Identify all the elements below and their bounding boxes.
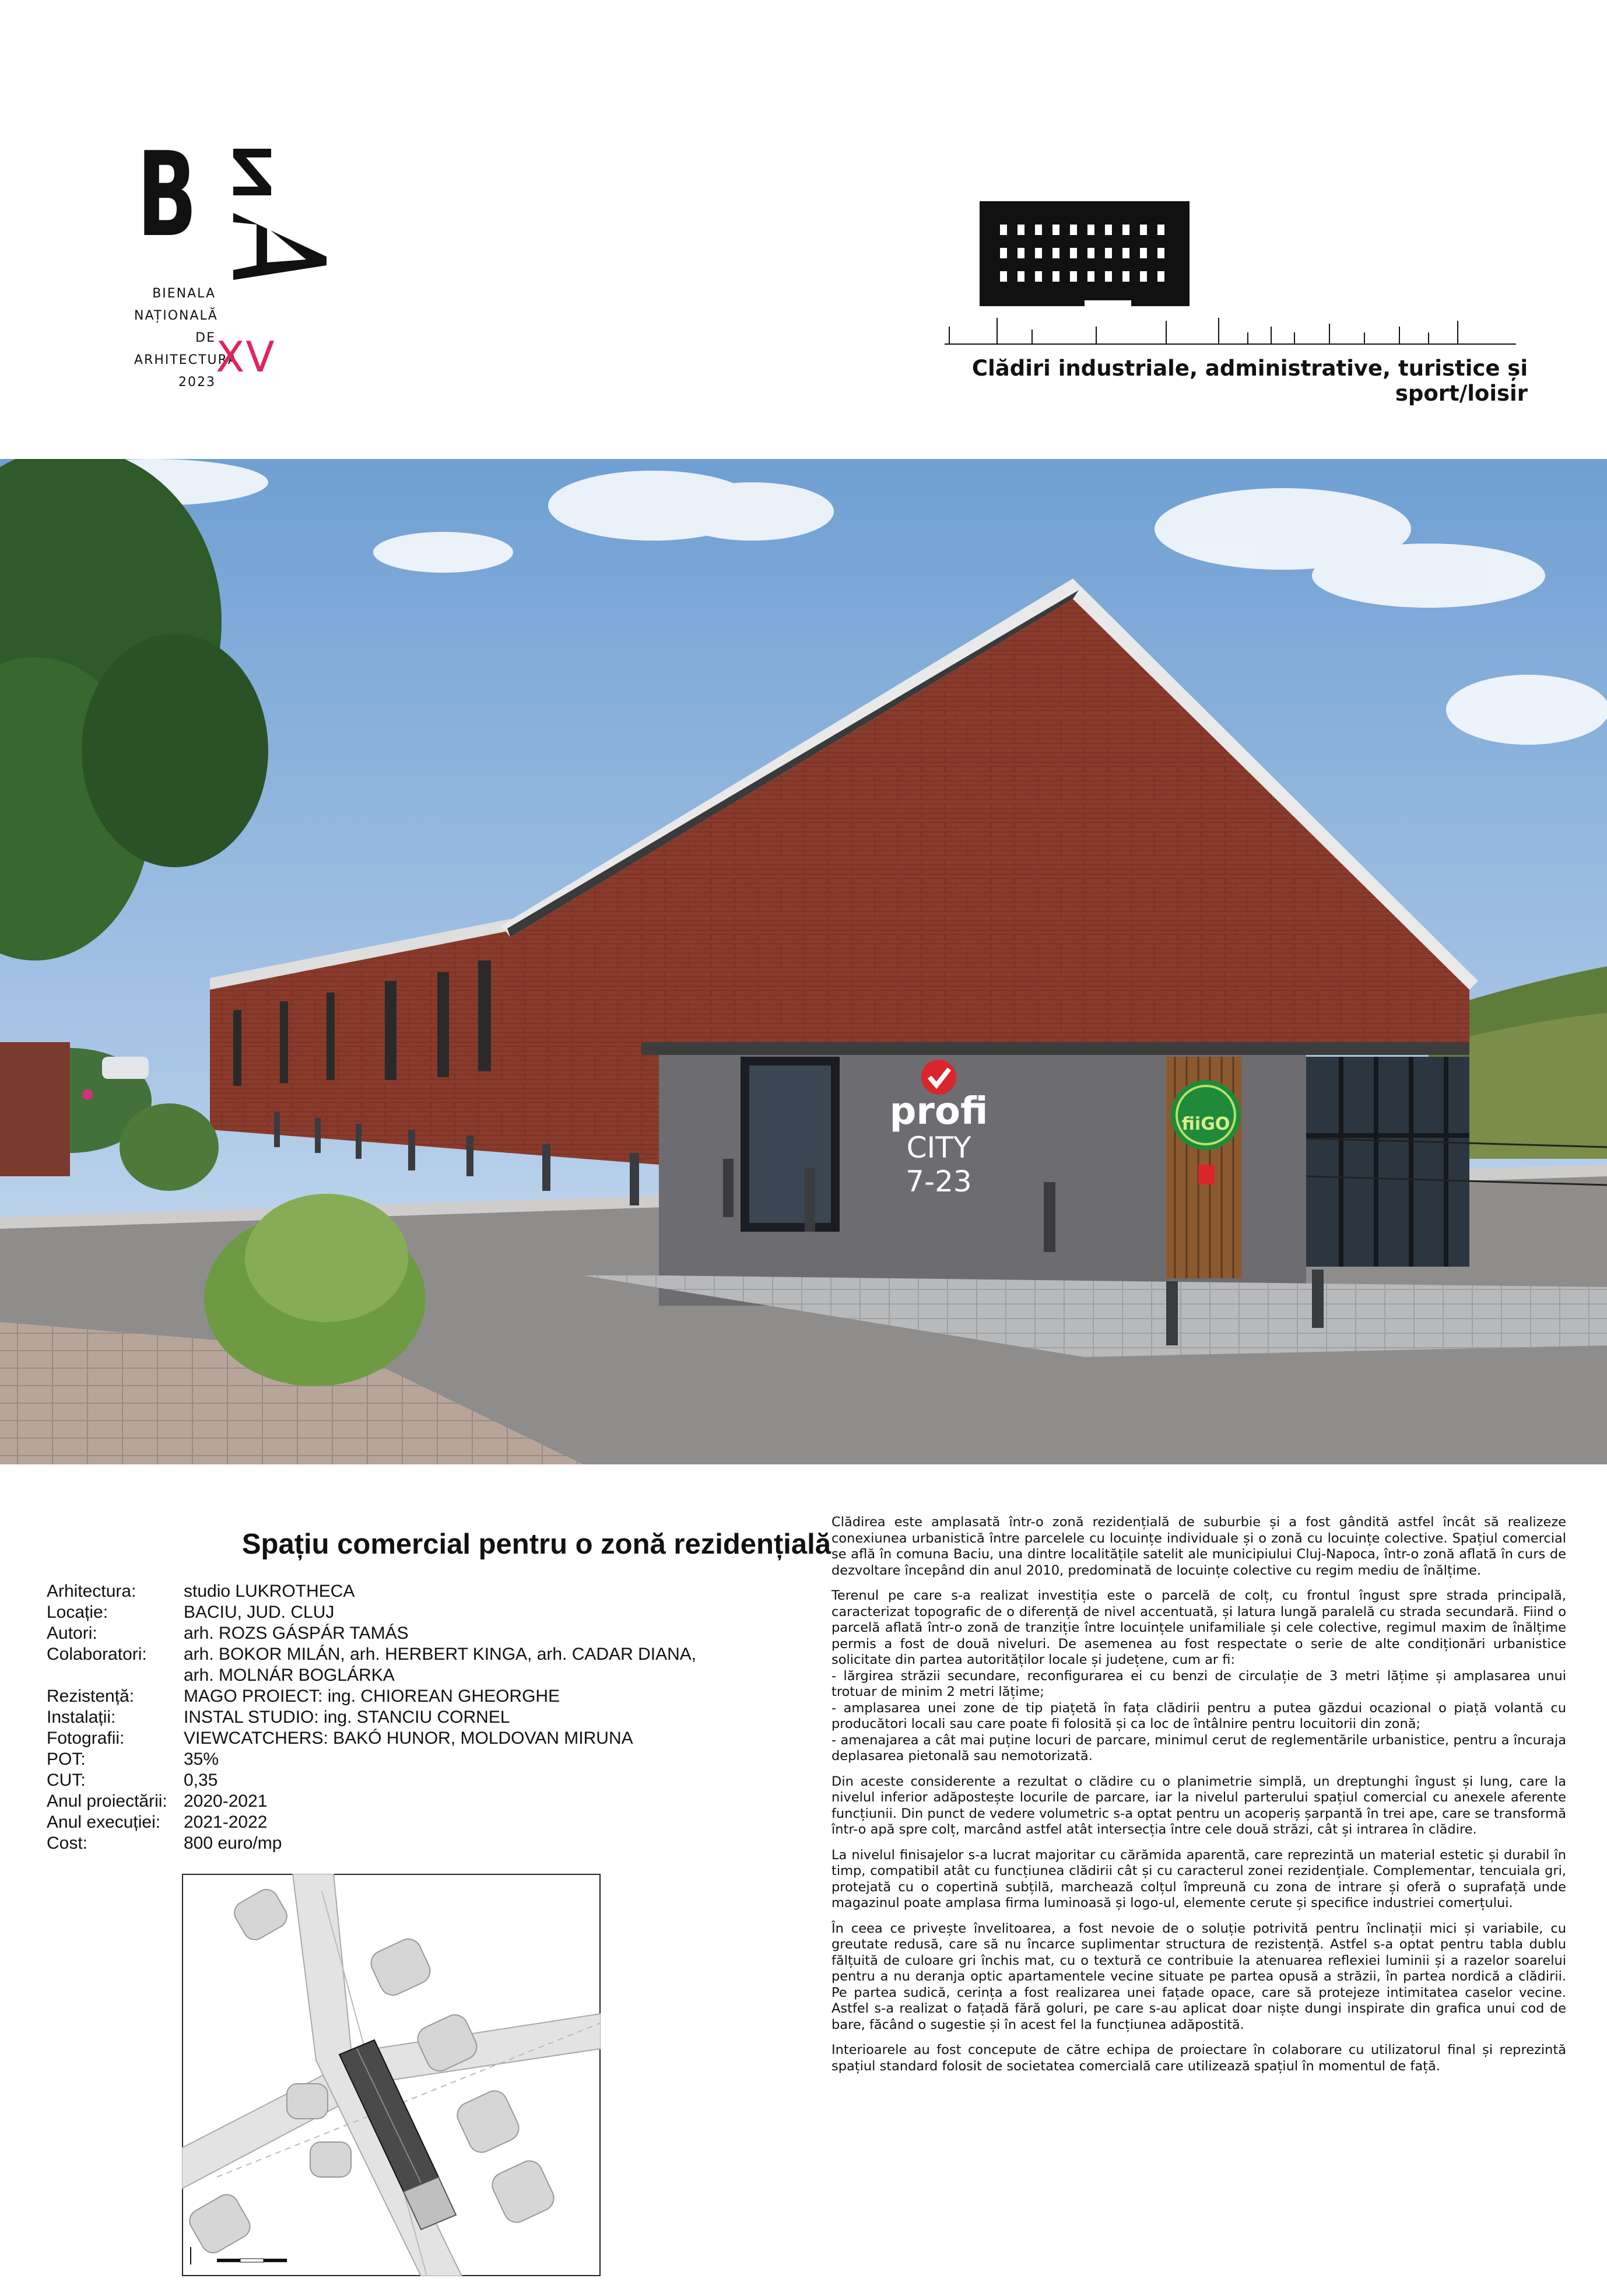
logo-line-year: 2023 xyxy=(178,375,216,390)
info-row-fotografii xyxy=(47,1728,805,1749)
info-value: 2021-2022 xyxy=(184,1813,268,1832)
info-label: Rezistență: xyxy=(47,1687,135,1706)
info-value: INSTAL STUDIO: ing. STANCIU CORNEL xyxy=(184,1708,510,1727)
project-info-table xyxy=(47,1581,805,1854)
info-value: 35% xyxy=(184,1750,219,1769)
building-photo xyxy=(0,459,1607,1464)
description-paragraph: Terenul pe care s-a realizat investiția este o parcelă de colț, cu frontul îngust spre strada principală, caracterizat topografic de o diferență de nivel accentuată, și latura lungă paralelă cu strada secundară. Fiind o parcelă aflată într-o zonă de tranziție între locuințele unifamiliale și cele colective, regimul maxim de înălțime permis a fost de două niveluri. De asemenea au fost respectate o serie de alte condiționări urbanistice solicitate din partea autorităților locale și județene, cum ar fi: - lărgirea străzii secundare, reconfigurarea ei cu benzi de circulație de 3 metri lățime și amplasarea unui trotuar de minim 2 metri lățime; - amplasarea unei zone de tip piațetă în fața clădirii pentru a putea găzdui ocazional o piață volantă cu producători locali sau care poate fi folosită și ca loc de întâlnire pentru locuitorii din zonă; - amenajarea a cât mai puține locuri de parcare, minimul cerut de reglementările urbanistice, pentru a încuraja deplasarea pietonală sau nemotorizată. xyxy=(831,1588,1566,1764)
info-value: VIEWCATCHERS: BAKÓ HUNOR, MOLDOVAN MIRUNA xyxy=(184,1729,633,1748)
description-paragraph: La nivelul finisajelor s-a lucrat majoritar cu cărămida aparentă, care reprezintă un material estetic și durabil în timp, compatibil atât cu funcțiunea clădirii cât și cu caracterul zonei rezidențiale. Complementar, tencuiala gri, protejată cu o copertină subțilă, marchează colțul împreună cu zona de intrare și oferă o suprafață unde magazinul poate amplasa firma luminoasă și logo-ul, elemente cerute și specifice industriei comerțului. xyxy=(831,1847,1566,1911)
info-row-anul-proiectarii xyxy=(47,1791,805,1812)
info-row-anul-executiei xyxy=(47,1812,805,1833)
profi-sign-text: profi xyxy=(889,1090,988,1133)
building-silhouette-icon xyxy=(945,201,1516,347)
logo-na-mark xyxy=(227,137,362,283)
info-label: POT: xyxy=(47,1750,86,1769)
info-row-arhitectura xyxy=(47,1581,805,1602)
logo-line-bienala: BIENALA xyxy=(152,286,216,301)
logo-letter-b: B xyxy=(137,127,201,263)
info-label: CUT: xyxy=(47,1771,86,1790)
info-row-locatie xyxy=(47,1602,805,1623)
info-label: Autori: xyxy=(47,1624,97,1643)
info-row-pot xyxy=(47,1749,805,1770)
category-title: Clădiri industriale, administrative, turistice și sport/loisir xyxy=(971,356,1528,406)
info-value: BACIU, JUD. CLUJ xyxy=(184,1603,335,1622)
info-row-instalatii xyxy=(47,1707,805,1728)
description-paragraph: Din aceste considerente a rezultat o clădire cu o planimetrie simplă, un dreptunghi îngust și lung, care la nivelul inferior adăpostește locurile de parcare, iar la nivelul parterului spațiul comercial cu anexele aferente funcțiunii. Din punct de vedere volumetric s-a optat pentru un acoperiș șarpantă în trei ape, care se transformă într-o apă spre colț, marcând astfel atât intersecția între cele două străzi, cât și intrarea în clădire. xyxy=(831,1773,1566,1837)
bna-logo xyxy=(134,127,356,411)
info-row-colaboratori xyxy=(47,1644,805,1686)
fiigo-sign-text: fiiGO xyxy=(1181,1114,1230,1134)
info-label: Anul execuției: xyxy=(47,1813,161,1832)
logo-line-nationala: NAȚIONALĂ xyxy=(134,309,218,323)
info-label: Colaboratori: xyxy=(47,1645,147,1664)
info-label: Locație: xyxy=(47,1603,108,1622)
info-value: 0,35 xyxy=(184,1771,218,1790)
site-plan-drawing xyxy=(182,1874,601,2276)
profi-sign-number: 7-23 xyxy=(906,1165,972,1198)
description-paragraph: Interioarele au fost concepute de către echipa de proiectare în colaborare cu utilizatorul final și reprezintă spațiul standard folosit de societatea comercială care utilizează spațiul în momentul de față. xyxy=(831,2042,1566,2074)
info-value: studio LUKROTHECA xyxy=(184,1582,355,1601)
logo-edition: XV xyxy=(216,332,276,381)
info-label: Cost: xyxy=(47,1834,88,1853)
profi-logo-icon xyxy=(921,1060,956,1095)
info-value: 2020-2021 xyxy=(184,1792,268,1811)
info-row-cost xyxy=(47,1833,805,1854)
info-value: arh. BOKOR MILÁN, arh. HERBERT KINGA, arh. CADAR DIANA, arh. MOLNÁR BOGLÁRKA xyxy=(184,1645,697,1685)
description-paragraph: Clădirea este amplasată într-o zonă rezidențială de suburbie și a fost gândită astfel încât să realizeze conexiunea urbanistică între parcelele cu locuințe individuale și o zonă cu locuințe colective. Spațiul comercial se află în comuna Baciu, una dintre localitățile satelit ale municipiului Cluj-Napoca, într-o zonă aflată în curs de dezvoltare începând din anul 2010, predominată de locuințe colective cu regim mediu de înălțime. xyxy=(831,1515,1566,1578)
description-paragraph: În ceea ce privește învelitoarea, a fost nevoie de o soluție potrivită pentru înclinații mici și variabile, cu greutate redusă, care să nu încarce suplimentar structura de rezistență. Astfel s-a optat pentru tabla dublu fălțuită de culoare gri închis mat, cu o textură ce contribuie la atenuarea reflexiei luminii și a razelor soarelui pentru a nu deranja optic apartamentele vecine situate pe partea opusă a străzii, în partea nordică a clădirii. Pe partea sudică, cerința a fost realizarea unei fațade opace, care să protejeze intimitatea caselor vecine. Astfel s-a realizat o fațadă fără goluri, pe care s-au aplicat doar niște dungi inspirate din grafica unui cod de bare, făcând o sugestie și în acest fel la funcțiunea adăpostită. xyxy=(831,1920,1566,2032)
info-row-cut xyxy=(47,1770,805,1791)
logo-line-de: DE xyxy=(195,331,216,345)
project-description xyxy=(831,1515,1566,2084)
info-value: arh. ROZS GÁSPÁR TAMÁS xyxy=(184,1624,409,1643)
logo-subtitle xyxy=(134,283,238,394)
info-row-autori xyxy=(47,1623,805,1644)
project-title: Spațiu comercial pentru o zonă rezidențială xyxy=(241,1529,831,1560)
info-label: Anul proiectării: xyxy=(47,1792,167,1811)
info-row-rezistenta xyxy=(47,1686,805,1707)
logo-line-arhitectura: ARHITECTURĂ xyxy=(134,353,238,367)
profi-sign-city: CITY xyxy=(906,1131,971,1165)
info-label: Fotografii: xyxy=(47,1729,125,1748)
info-value: MAGO PROIECT: ing. CHIOREAN GHEORGHE xyxy=(184,1687,560,1706)
info-label: Arhitectura: xyxy=(47,1582,136,1601)
info-value: 800 euro/mp xyxy=(184,1834,282,1853)
info-label: Instalații: xyxy=(47,1708,116,1727)
